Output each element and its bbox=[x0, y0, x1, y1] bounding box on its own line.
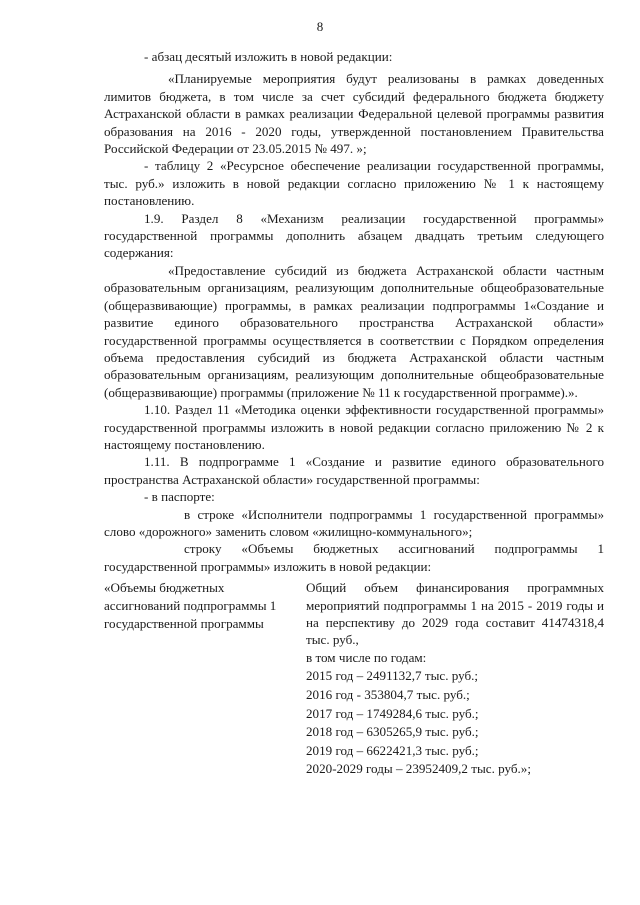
paragraph-8: - в паспорте: bbox=[144, 489, 215, 505]
paragraph-2: «Планируемые мероприятия будут реализованы в рамках доведенных лимитов бюджета, в том числе за счет субсидий федерального бюджета бюджету Астраханской области в рамках реализации Федеральной целевой программы развития образования на 2016 - 2020 годы, утвержденной постановлением Правительства Российской Федерации от 23.05.2015 № 497. »; bbox=[104, 71, 604, 157]
budget-line-2017: 2017 год – 1749284,6 тыс. руб.; bbox=[306, 705, 479, 721]
budget-line-2016: 2016 год - 353804,7 тыс. руб.; bbox=[306, 687, 470, 702]
budget-line-2020-2029: 2020-2029 годы – 23952409,2 тыс. руб.»; bbox=[306, 761, 531, 777]
budget-table-label: «Объемы бюджетных ассигнований подпрограммы 1 государственной программы bbox=[104, 580, 277, 632]
budget-table-values bbox=[306, 577, 604, 779]
document-body bbox=[104, 48, 604, 779]
paragraph-9: в строке «Исполнители подпрограммы 1 государственной программы» слово «дорожного» заменить словом «жилищно-коммунального»; bbox=[104, 506, 604, 539]
page-number: 8 bbox=[316, 19, 324, 34]
budget-total: Общий объем финансирования программных мероприятий подпрограммы 1 на 2015 - 2019 годы и на перспективу до 2029 года составит 41474318,4 тыс. руб., bbox=[306, 580, 604, 648]
budget-line-2015: 2015 год – 2491132,7 тыс. руб.; bbox=[306, 668, 479, 684]
paragraph-4: 1.9. Раздел 8 «Механизм реализации государственной программы» государственной программы дополнить абзацем двадцать третьим следующего содержания: bbox=[104, 210, 604, 261]
budget-line-2018: 2018 год – 6305265,9 тыс. руб.; bbox=[306, 724, 479, 740]
budget-table bbox=[104, 577, 604, 779]
paragraph-10: строку «Объемы бюджетных ассигнований подпрограммы 1 государственной программы» изложить в новой редакции: bbox=[104, 541, 604, 574]
paragraph-1: - абзац десятый изложить в новой редакции: bbox=[144, 49, 393, 64]
paragraph-3: - таблицу 2 «Ресурсное обеспечение реализации государственной программы, тыс. руб.» изложить в новой редакции согласно приложению № 1 к настоящему постановлению. bbox=[104, 158, 604, 209]
paragraph-7: 1.11. В подпрограмме 1 «Создание и развитие единого образовательного пространства Астраханской области» государственной программы: bbox=[104, 454, 604, 487]
budget-line-2019: 2019 год – 6622421,3 тыс. руб.; bbox=[306, 742, 479, 758]
paragraph-6: 1.10. Раздел 11 «Методика оценки эффективности государственной программы» государственной программы изложить в новой редакции согласно приложению № 2 к настоящему постановлению. bbox=[104, 402, 604, 452]
paragraph-5: «Предоставление субсидий из бюджета Астраханской области частным образовательным организациям, реализующим дополнительные общеобразовательные (общеразвивающие) программы, в рамках реализации подпрограммы 1«Создание и развитие единого образовательного пространства Астраханской области» государственной программы осуществляется в соответствии с Порядком определения объема предоставления субсидий из бюджета Астраханской области частным образовательным организациям, реализующим дополнительные общеобразовательные (общеразвивающие) программы (приложение № 11 к государственной программе).». bbox=[104, 262, 604, 400]
budget-line-intro: в том числе по годам: bbox=[306, 649, 427, 665]
